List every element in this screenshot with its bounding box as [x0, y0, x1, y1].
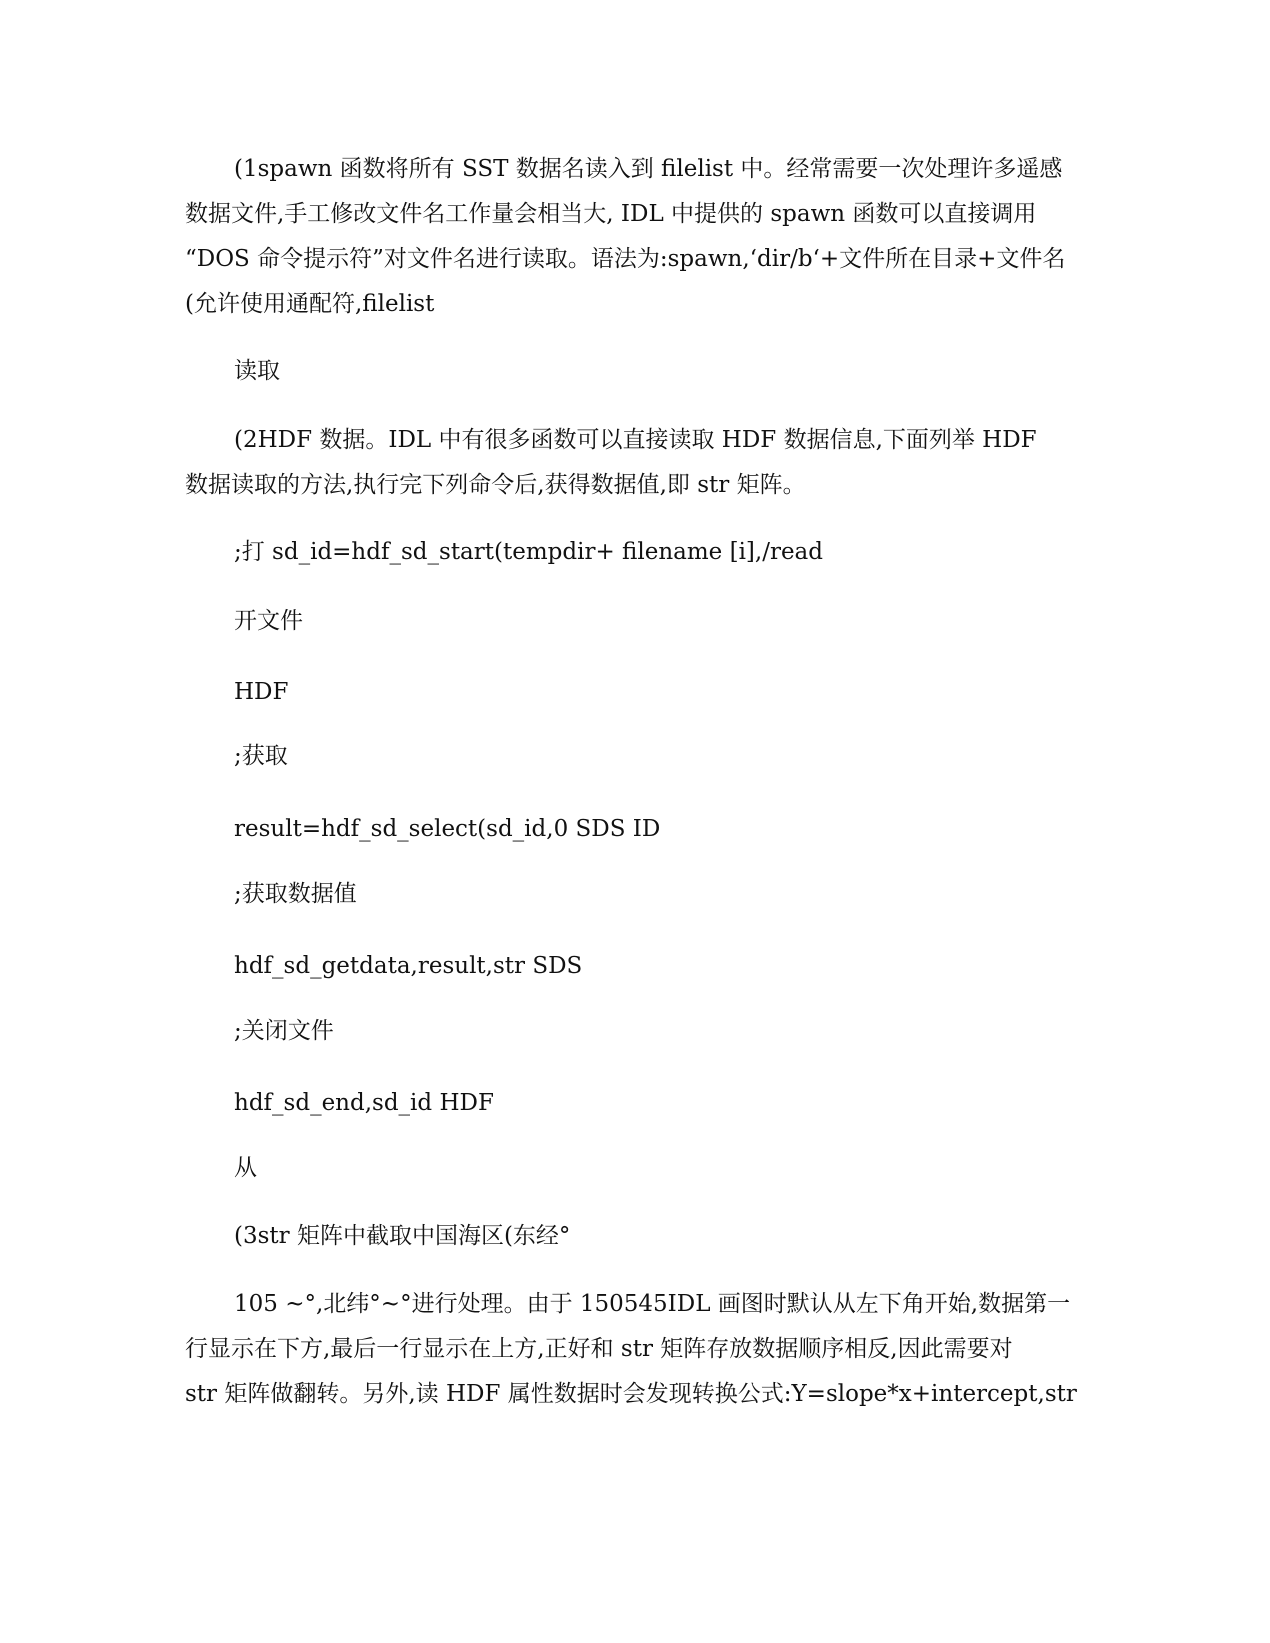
paragraph-crop-region [185, 1214, 1075, 1259]
comment-get [185, 734, 1075, 779]
text-line: hdf_sd_end,sd_id HDF [234, 1090, 494, 1116]
code-line-sd-getdata [185, 944, 1075, 989]
text-line: HDF [234, 679, 289, 705]
text-line: ;获取 [234, 743, 288, 769]
text-line: 读取 [234, 358, 280, 384]
text-line: ;打 sd_id=hdf_sd_start(tempdir+ filename [i],/read [234, 539, 823, 565]
paragraph-hdf [185, 670, 1075, 715]
comment-close-file [185, 1009, 1075, 1054]
text-line: ;关闭文件 [234, 1018, 334, 1044]
text-line: (1spawn 函数将所有 SST 数据名读入到 filelist 中。经常需要一次处理许多遥感 [234, 156, 1063, 182]
paragraph-processing [185, 1282, 1075, 1417]
text-line: 开文件 [234, 608, 303, 634]
paragraph-open-file [185, 599, 1075, 644]
text-line: ;获取数据值 [234, 881, 357, 907]
paragraph-read [185, 349, 1075, 394]
text-line: 105 ~°,北纬°~°进行处理。由于 150545IDL 画图时默认从左下角开始,数据第一 [234, 1291, 1071, 1317]
text-line: 行显示在下方,最后一行显示在上方,正好和 str 矩阵存放数据顺序相反,因此需要对 [185, 1336, 1013, 1362]
code-line-sd-end [185, 1081, 1075, 1126]
code-line-sd-start [185, 530, 1075, 575]
comment-get-data-value [185, 872, 1075, 917]
text-line: 从 [234, 1155, 257, 1181]
text-line: 数据读取的方法,执行完下列命令后,获得数据值,即 str 矩阵。 [185, 472, 806, 498]
text-line: “DOS 命令提示符”对文件名进行读取。语法为:spawn,‘dir/b‘+文件所在目录+文件名 [185, 246, 1066, 272]
text-line: (2HDF 数据。IDL 中有很多函数可以直接读取 HDF 数据信息,下面列举 HDF [234, 427, 1037, 453]
code-line-sd-select [185, 807, 1075, 852]
text-line: str 矩阵做翻转。另外,读 HDF 属性数据时会发现转换公式:Y=slope*x+intercept,str [185, 1381, 1077, 1407]
paragraph-spawn-intro [185, 147, 1075, 327]
text-line: 数据文件,手工修改文件名工作量会相当大, IDL 中提供的 spawn 函数可以直接调用 [185, 201, 1037, 227]
paragraph-hdf-intro [185, 418, 1075, 508]
text-line: result=hdf_sd_select(sd_id,0 SDS ID [234, 816, 661, 842]
text-line: (允许使用通配符,filelist [185, 291, 435, 317]
text-line: hdf_sd_getdata,result,str SDS [234, 953, 583, 979]
text-line: (3str 矩阵中截取中国海区(东经° [234, 1223, 571, 1249]
paragraph-from [185, 1146, 1075, 1191]
